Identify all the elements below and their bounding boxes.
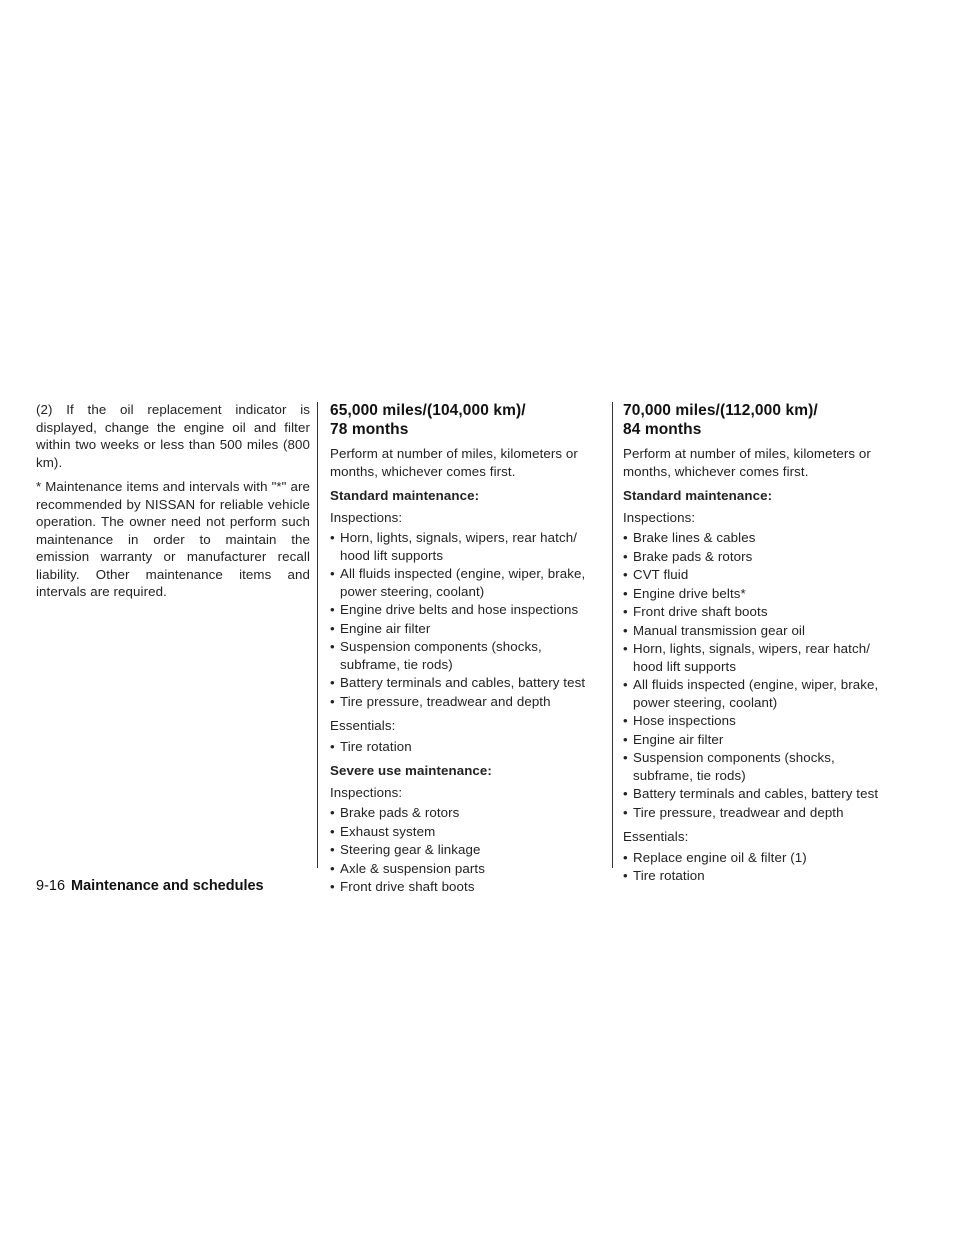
list-item: • Axle & suspension parts	[330, 860, 604, 878]
list-item: • All fluids inspected (engine, wiper, brake, power steering, coolant)	[623, 676, 897, 711]
list-item: • Horn, lights, signals, wipers, rear hatch/ hood lift supports	[623, 640, 897, 675]
list-item: • Suspension components (shocks, subframe, tie rods)	[623, 749, 897, 784]
column-divider	[612, 402, 613, 868]
schedule-heading	[623, 401, 897, 439]
inspections-list	[623, 529, 897, 821]
list-item: • Front drive shaft boots	[330, 878, 604, 896]
note-oil-indicator: (2) If the oil replacement indicator is displayed, change the engine oil and filter within two weeks or less than 500 miles (800 km).	[36, 402, 310, 470]
list-item: • CVT fluid	[623, 566, 897, 584]
schedule-intro: Perform at number of miles, kilometers or months, whichever comes first.	[330, 446, 578, 479]
inspections-list	[330, 529, 604, 710]
essentials-list	[623, 849, 897, 885]
list-item: • All fluids inspected (engine, wiper, brake, power steering, coolant)	[330, 565, 604, 600]
list-item: • Manual transmission gear oil	[623, 622, 897, 640]
page-footer	[36, 877, 264, 895]
list-item: • Front drive shaft boots	[623, 603, 897, 621]
essentials-list	[330, 738, 604, 756]
list-item: • Engine air filter	[330, 620, 604, 638]
note-asterisk-items: * Maintenance items and intervals with "*" are recommended by NISSAN for reliable vehicle operation. The owner need not perform such maintenance in order to maintain the emission warranty or manufacturer recall liability. Other maintenance items and intervals are required.	[36, 479, 310, 599]
list-item: • Battery terminals and cables, battery test	[330, 674, 604, 692]
list-item: • Engine drive belts and hose inspections	[330, 601, 604, 619]
notes-column	[36, 401, 310, 608]
list-item: • Steering gear & linkage	[330, 841, 604, 859]
essentials-label: Essentials:	[330, 718, 396, 733]
list-item: • Hose inspections	[623, 712, 897, 730]
standard-maintenance-title: Standard maintenance:	[330, 488, 480, 503]
list-item: • Brake pads & rotors	[330, 804, 604, 822]
list-item: • Tire pressure, treadwear and depth	[623, 804, 897, 822]
heading-line-2: 78 months	[330, 421, 409, 438]
list-item: • Tire rotation	[330, 738, 604, 756]
standard-maintenance-title: Standard maintenance:	[623, 488, 773, 503]
list-item: • Engine air filter	[623, 731, 897, 749]
severe-inspections-label: Inspections:	[330, 784, 403, 800]
list-item: • Battery terminals and cables, battery test	[623, 785, 897, 803]
list-item: • Suspension components (shocks, subframe, tie rods)	[330, 638, 604, 673]
list-item: • Engine drive belts*	[623, 585, 897, 603]
schedule-70000-column	[623, 401, 897, 892]
list-item: • Brake pads & rotors	[623, 548, 897, 566]
list-item: • Horn, lights, signals, wipers, rear hatch/ hood lift supports	[330, 529, 604, 564]
list-item: • Exhaust system	[330, 823, 604, 841]
list-item: • Replace engine oil & filter (1)	[623, 849, 897, 867]
section-title: Maintenance and schedules	[71, 878, 264, 894]
inspections-label: Inspections:	[330, 509, 403, 525]
essentials-label: Essentials:	[623, 829, 689, 844]
page-number: 9-16	[36, 878, 66, 894]
list-item: • Brake lines & cables	[623, 529, 897, 547]
severe-maintenance-title: Severe use maintenance:	[330, 763, 492, 778]
schedule-intro: Perform at number of miles, kilometers or months, whichever comes first.	[623, 446, 871, 479]
schedule-65000-column	[330, 401, 604, 903]
list-item: • Tire pressure, treadwear and depth	[330, 693, 604, 711]
schedule-heading	[330, 401, 604, 439]
heading-line-1: 65,000 miles/(104,000 km)/	[330, 402, 526, 419]
severe-inspections-list	[330, 804, 604, 896]
inspections-label: Inspections:	[623, 509, 696, 525]
column-divider	[317, 402, 318, 868]
heading-line-1: 70,000 miles/(112,000 km)/	[623, 402, 818, 419]
heading-line-2: 84 months	[623, 421, 702, 438]
list-item: • Tire rotation	[623, 867, 897, 885]
